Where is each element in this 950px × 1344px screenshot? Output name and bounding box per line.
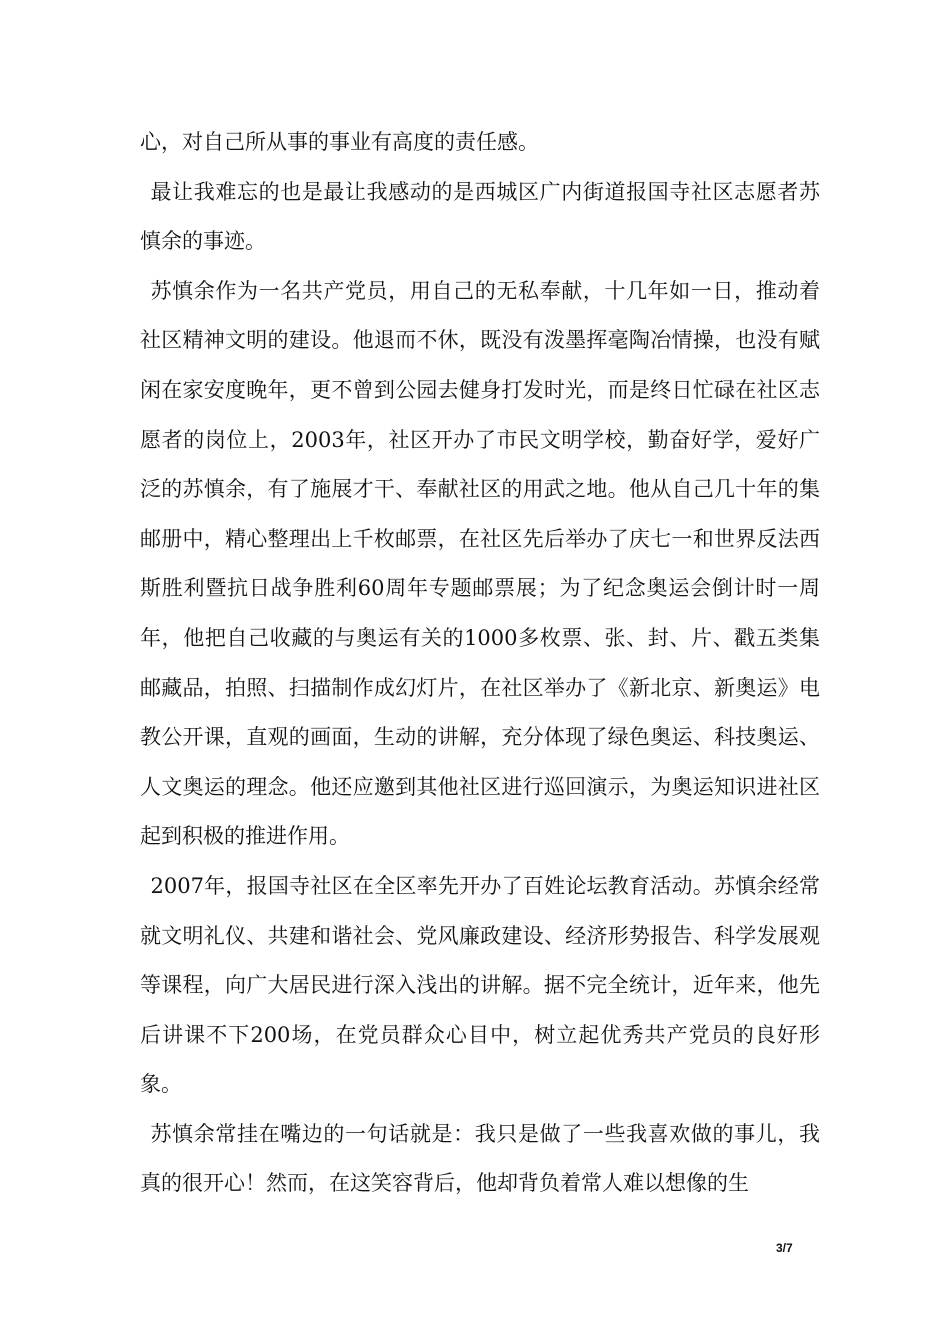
body-text [140,118,820,1209]
paragraph: 最让我难忘的也是最让我感动的是西城区广内街道报国寺社区志愿者苏慎余的事迹。 [140,179,820,254]
paragraph: 苏慎余常挂在嘴边的一句话就是：我只是做了一些我喜欢做的事儿，我真的很开心！然而，在这笑容背后，他却背负着常人难以想像的生 [140,1121,820,1196]
page-number: 3/7 [776,1241,793,1255]
paragraph: 苏慎余作为一名共产党员，用自己的无私奉献，十几年如一日，推动着社区精神文明的建设。他退而不休，既没有泼墨挥毫陶冶情操，也没有赋闲在家安度晚年，更不曾到公园去健身打发时光，而是终日忙碌在社区志愿者的岗位上，2003年，社区开办了市民文明学校，勤奋好学，爱好广泛的苏慎余，有了施展才干、奉献社区的用武之地。他从自己几十年的集邮册中，精心整理出上千枚邮票，在社区先后举办了庆七一和世界反法西斯胜利暨抗日战争胜利60周年专题邮票展；为了纪念奥运会倒计时一周年，他把自己收藏的与奥运有关的1000多枚票、张、封、片、戳五类集邮藏品，拍照、扫描制作成幻灯片，在社区举办了《新北京、新奥运》电教公开课，直观的画面，生动的讲解，充分体现了绿色奥运、科技奥运、人文奥运的理念。他还应邀到其他社区进行巡回演示，为奥运知识进社区起到积极的推进作用。 [140,278,820,849]
paragraph-continuation: 心，对自己所从事的事业有高度的责任感。 [140,130,539,154]
paragraph: 2007年，报国寺社区在全区率先开办了百姓论坛教育活动。苏慎余经常就文明礼仪、共建和谐社会、党风廉政建设、经济形势报告、科学发展观等课程，向广大居民进行深入浅出的讲解。据不完全统计，近年来，他先后讲课不下200场，在党员群众心目中，树立起优秀共产党员的良好形象。 [140,873,820,1097]
